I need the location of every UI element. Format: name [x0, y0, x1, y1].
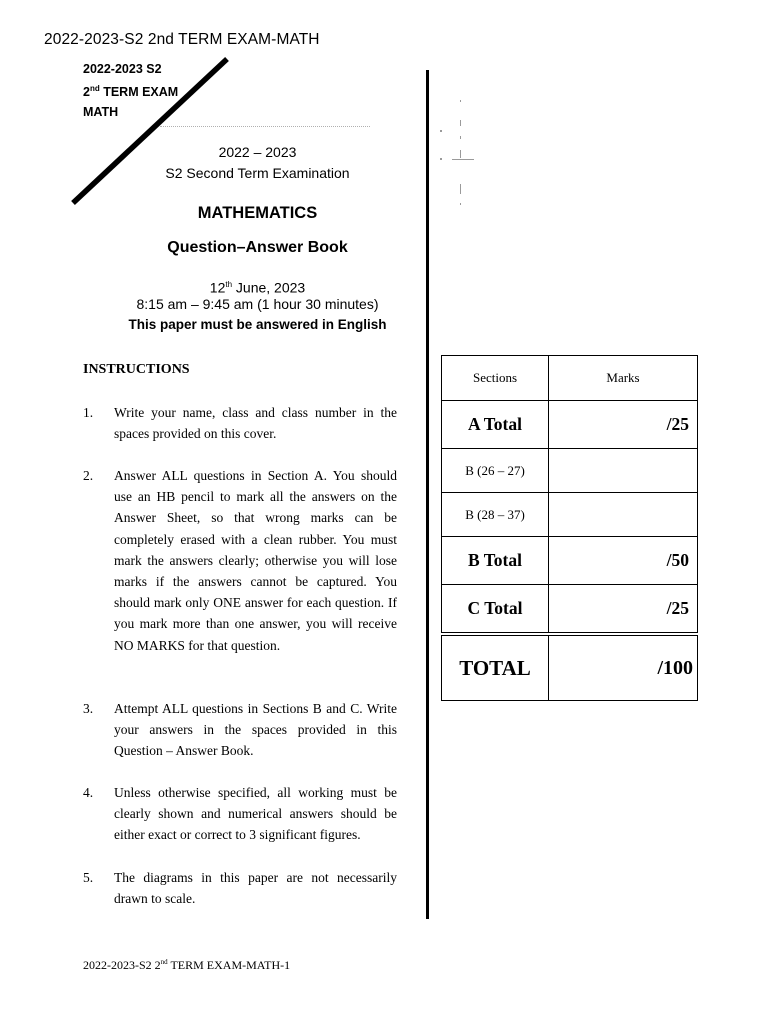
vertical-divider — [426, 70, 429, 919]
instruction-number: 3. — [83, 701, 94, 716]
section-cell: B Total — [442, 537, 549, 585]
table-row-a-total — [442, 401, 698, 449]
table-row-b-26-27 — [442, 449, 698, 493]
instruction-number: 2. — [83, 468, 94, 483]
header-sections: Sections — [442, 356, 549, 401]
corner-stamp-line2-suffix: TERM EXAM — [99, 85, 179, 100]
marks-cell: /50 — [549, 537, 698, 585]
marks-cell: /25 — [549, 585, 698, 635]
cover-date-rest: June, 2023 — [232, 279, 306, 296]
section-cell: B (28 – 37) — [442, 493, 549, 537]
instruction-item-3 — [83, 698, 397, 762]
instruction-item-1 — [83, 402, 397, 444]
instruction-text: Write your name, class and class number in the spaces provided on this cover. — [114, 405, 397, 442]
section-cell: TOTAL — [442, 634, 549, 701]
instruction-text: Attempt ALL questions in Sections B and C. Write your answers in the spaces provided in this Question – Answer Book. — [114, 701, 397, 759]
instructions-title: INSTRUCTIONS — [83, 362, 190, 377]
document-header: 2022-2023-S2 2nd TERM EXAM-MATH — [44, 31, 320, 48]
section-cell: C Total — [442, 585, 549, 635]
marks-cell: /25 — [549, 401, 698, 449]
footer-sup: nd — [160, 958, 168, 966]
instruction-number: 4. — [83, 785, 94, 800]
header-marks: Marks — [549, 356, 698, 401]
instruction-text: Unless otherwise specified, all working must be clearly shown and numerical answers should be either exact or correct to 3 significant figures. — [114, 785, 397, 843]
cover-years: 2022 – 2023 — [218, 144, 297, 160]
table-row-c-total — [442, 585, 698, 635]
instruction-text: Answer ALL questions in Section A. You should use an HB pencil to mark all the answers on the Answer Sheet, so that wrong marks can be completely erased with a clean rubber. You must mark the answers clearly; otherwise you will lose marks if the answers cannot be captured. You should mark only ONE answer for each question. If you mark more than one answer, you will receive NO MARKS for that question. — [114, 468, 397, 653]
instruction-item-2 — [83, 465, 397, 656]
faint-scan-marks — [440, 96, 480, 211]
section-cell: B (26 – 27) — [442, 449, 549, 493]
table-row-total — [442, 634, 698, 701]
corner-stamp-line3: MATH — [83, 105, 119, 120]
faint-scan-line — [160, 126, 370, 129]
diagonal-slash — [0, 0, 260, 220]
marks-cell: /100 — [549, 634, 698, 701]
marks-table — [441, 355, 698, 701]
cover-subject: MATHEMATICS — [197, 204, 318, 222]
section-cell: A Total — [442, 401, 549, 449]
instruction-number: 5. — [83, 870, 94, 885]
table-row-b-total — [442, 537, 698, 585]
corner-stamp-line2-sup: nd — [89, 84, 100, 93]
instruction-text: The diagrams in this paper are not necessarily drawn to scale. — [114, 870, 397, 907]
instruction-item-4 — [83, 782, 397, 846]
page-footer — [83, 958, 290, 973]
corner-stamp-line2-prefix: 2 — [83, 85, 90, 100]
marks-cell — [549, 493, 698, 537]
marks-table-header — [442, 356, 698, 401]
cover-date — [110, 274, 405, 299]
cover-time: 8:15 am – 9:45 am (1 hour 30 minutes) — [136, 296, 379, 312]
cover-language-note: This paper must be answered in English — [128, 317, 387, 332]
cover-date-day: 12 — [209, 279, 226, 296]
instruction-item-5 — [83, 867, 397, 909]
instruction-number: 1. — [83, 405, 94, 420]
cover-date-sup: th — [225, 280, 233, 289]
footer-suffix: TERM EXAM-MATH-1 — [167, 958, 291, 972]
cover-years-block — [110, 142, 405, 184]
corner-stamp-line1: 2022-2023 S2 — [83, 62, 162, 76]
marks-cell — [549, 449, 698, 493]
cover-book-type: Question–Answer Book — [167, 239, 348, 256]
table-row-b-28-37 — [442, 493, 698, 537]
cover-exam-name: S2 Second Term Examination — [165, 165, 350, 181]
footer-prefix: 2022-2023-S2 2 — [83, 958, 161, 972]
